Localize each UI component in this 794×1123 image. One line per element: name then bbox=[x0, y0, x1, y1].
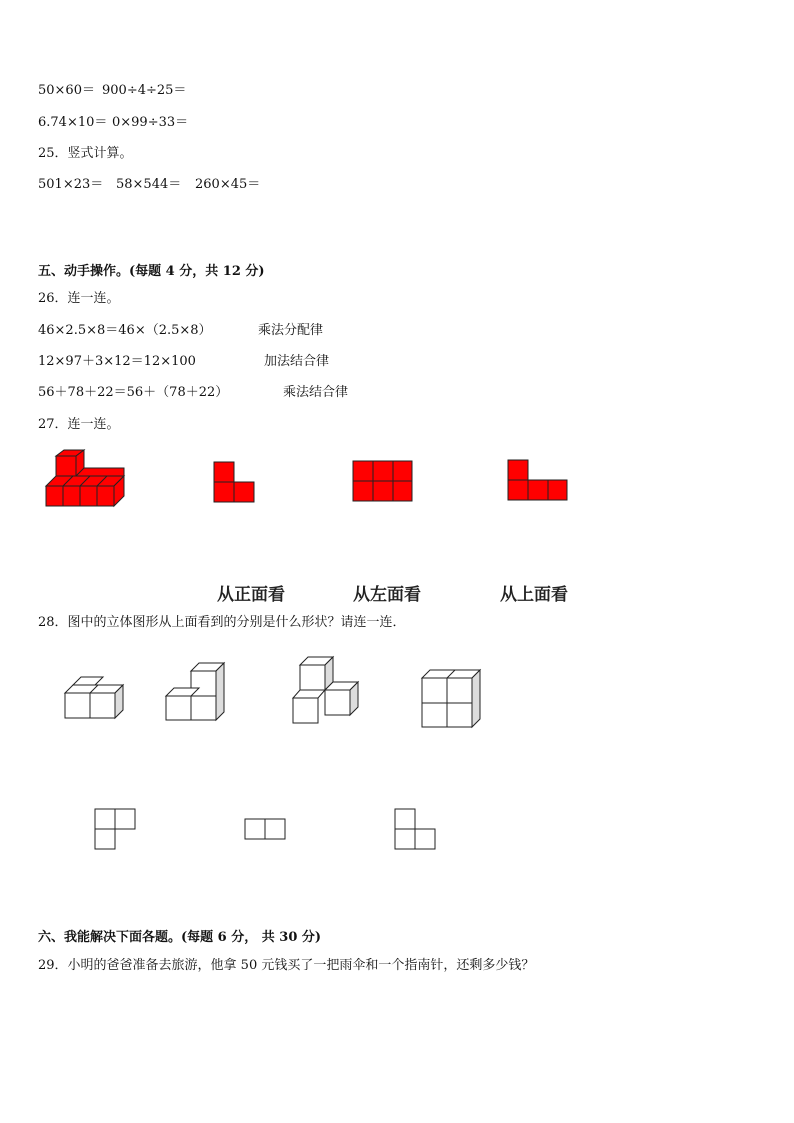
red-view-l-shape bbox=[213, 461, 255, 503]
solid-2 bbox=[165, 662, 227, 722]
question-27: 27．连一连。 bbox=[38, 417, 120, 432]
law-name-2: 加法结合律 bbox=[264, 354, 330, 369]
top-view-2 bbox=[244, 818, 286, 840]
expr-58x544: 58×544＝ bbox=[116, 177, 182, 192]
view-label-top: 从上面看 bbox=[500, 585, 568, 605]
law-expr-1: 46×2.5×8＝46×（2.5×8） bbox=[38, 323, 212, 338]
expr-6.74x10: 6.74×10＝ bbox=[38, 115, 108, 130]
red-view-3x2 bbox=[352, 460, 413, 502]
top-view-3 bbox=[394, 808, 436, 850]
question-26: 26．连一连。 bbox=[38, 291, 120, 306]
law-name-1: 乘法分配律 bbox=[258, 323, 324, 338]
solid-1 bbox=[64, 676, 126, 720]
expr-260x45: 260×45＝ bbox=[195, 177, 261, 192]
expr-501x23: 501×23＝ bbox=[38, 177, 104, 192]
view-label-left: 从左面看 bbox=[353, 585, 421, 605]
question-28: 28．图中的立体图形从上面看到的分别是什么形状？请连一连． bbox=[38, 615, 406, 630]
expr-0x99div33: 0×99÷33＝ bbox=[112, 115, 189, 130]
law-expr-2: 12×97＋3×12＝12×100 bbox=[38, 354, 196, 369]
red-3d-solid bbox=[44, 448, 128, 510]
question-25: 25．竖式计算。 bbox=[38, 146, 133, 161]
expr-50x60: 50×60＝ bbox=[38, 83, 95, 98]
expr-900div4div25: 900÷4÷25＝ bbox=[102, 83, 187, 98]
solid-3 bbox=[292, 656, 362, 726]
law-expr-3: 56＋78＋22＝56＋（78＋22） bbox=[38, 385, 229, 400]
view-label-front: 从正面看 bbox=[217, 585, 285, 605]
section-6-title: 六、我能解决下面各题。(每题 6 分， 共 30 分) bbox=[38, 930, 322, 945]
red-view-long-l bbox=[507, 459, 568, 501]
solid-4 bbox=[421, 669, 483, 729]
law-name-3: 乘法结合律 bbox=[283, 385, 349, 400]
question-29: 29．小明的爸爸准备去旅游，他拿 50 元钱买了一把雨伞和一个指南针，还剩多少钱？ bbox=[38, 958, 535, 973]
section-5-title: 五、动手操作。(每题 4 分，共 12 分) bbox=[38, 264, 265, 279]
top-view-1 bbox=[94, 808, 136, 850]
